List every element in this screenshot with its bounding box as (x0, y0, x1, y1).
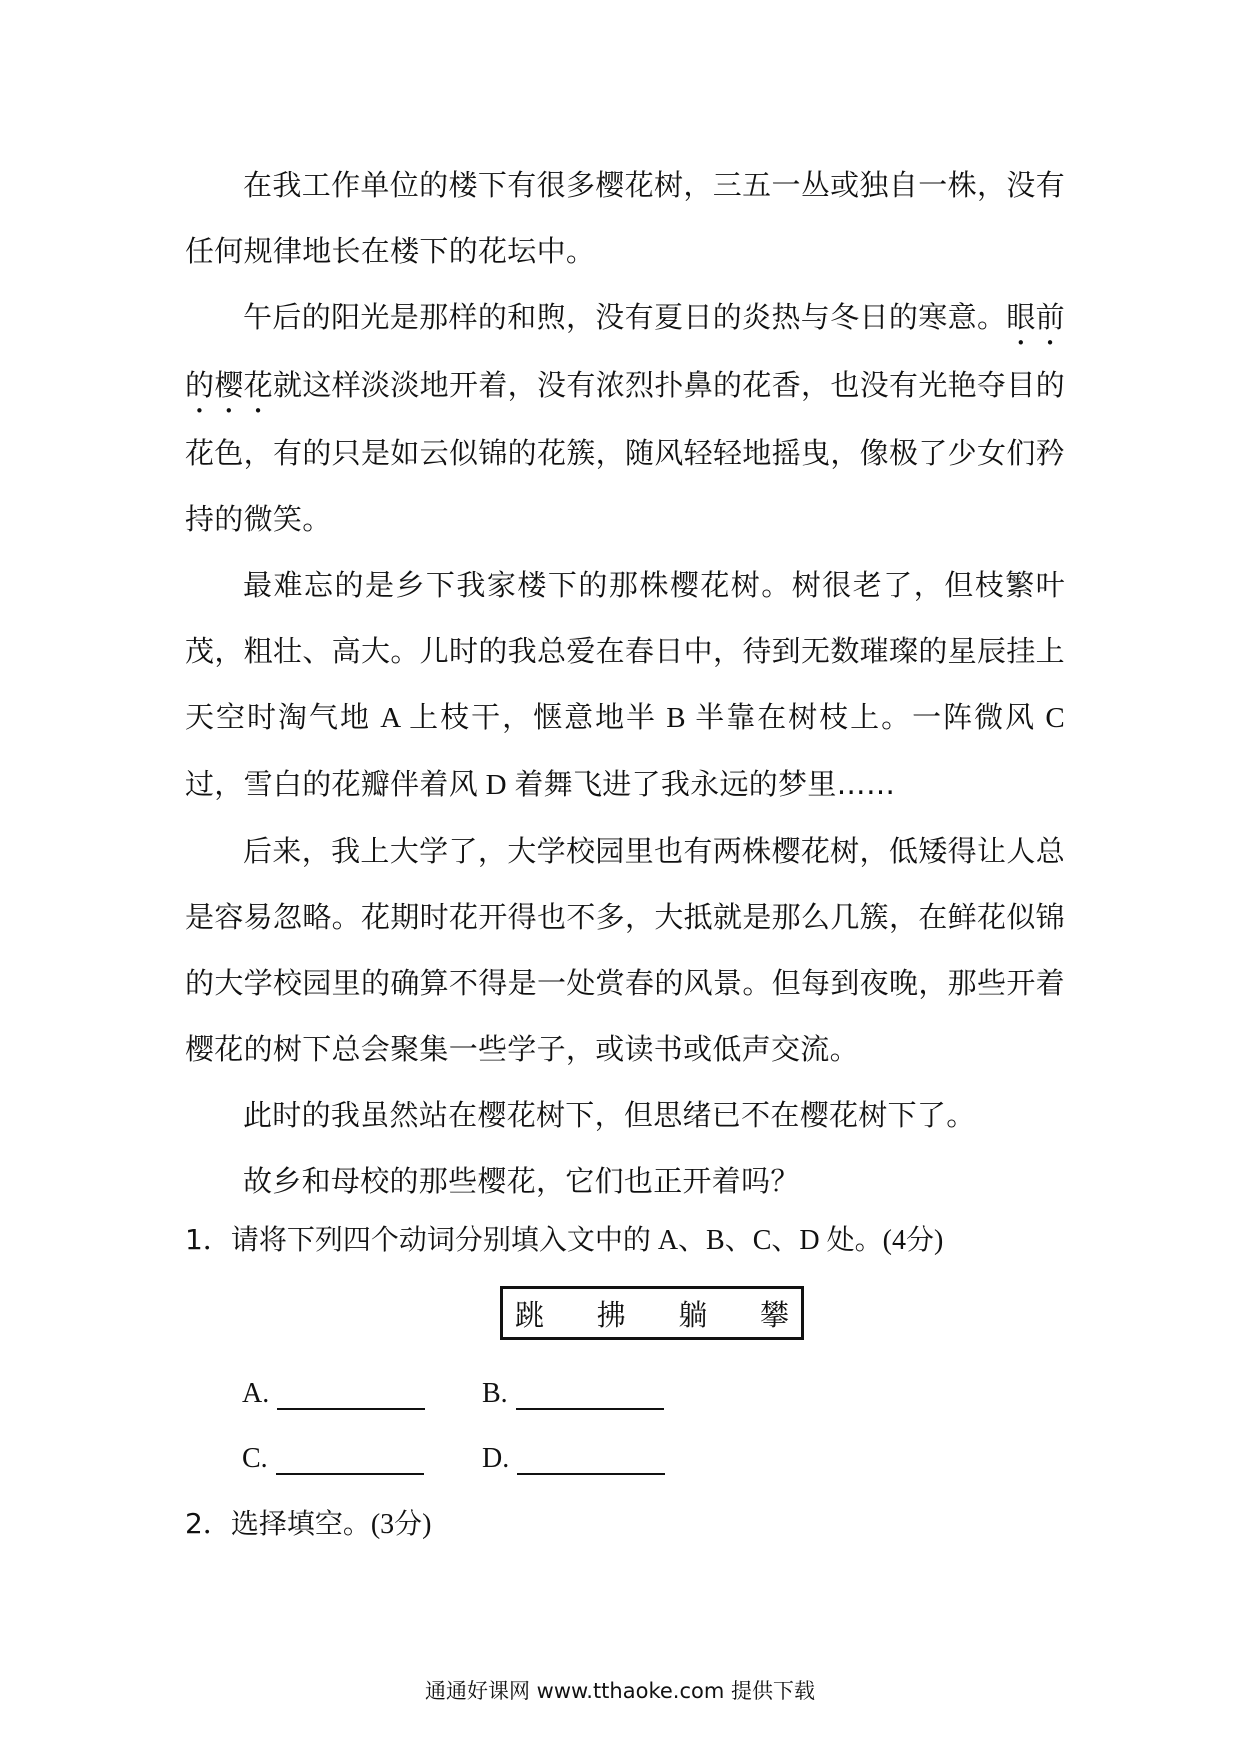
paragraph-5-text: 此时的我虽然站在樱花树下，但思绪已不在樱花树下了。 (243, 1098, 976, 1132)
blank-marker-a: A (370, 702, 410, 734)
answer-blank-a[interactable] (242, 1378, 425, 1410)
paragraph-3-text-5: 着舞飞进了我永远的梦里…… (514, 767, 896, 801)
paragraph-2-text-after: 就这样淡淡地开着，没有浓烈扑鼻的花香，也没有光艳夺目的花色，有的只是如云似锦的花簇，随风轻轻地摇曳，像极了少女们矜持的微笑。 (185, 368, 1065, 536)
blank-marker-b: B (657, 702, 696, 734)
paragraph-3 (185, 552, 1065, 818)
question-1 (185, 1218, 943, 1258)
paragraph-1-text: 在我工作单位的楼下有很多樱花树，三五一丛或独自一株，没有任何规律地长在楼下的花坛中。 (185, 168, 1065, 268)
answer-line-a[interactable] (277, 1378, 425, 1410)
question-1-number: 1． (185, 1223, 231, 1256)
answer-blank-c-label: C. (242, 1443, 268, 1474)
answer-line-c[interactable] (276, 1443, 424, 1475)
answer-line-d[interactable] (517, 1443, 665, 1475)
paragraph-1 (185, 152, 1065, 284)
paragraph-3-text-3: 半靠在树枝上。一阵微风 (695, 700, 1037, 734)
paragraph-3-text-4: 过，雪白的花瓣伴着风 (185, 767, 479, 801)
verb-option: 躺 (678, 1297, 708, 1332)
dotted-word-2: 的樱花 (185, 368, 274, 402)
paragraph-6-text: 故乡和母校的那些樱花，它们也正开着吗？ (243, 1164, 800, 1198)
paragraph-4-text: 后来，我上大学了，大学校园里也有两株樱花树，低矮得让人总是容易忽略。花期时花开得也不多，大抵就是那么几簇，在鲜花似锦的大学校园里的确算不得是一处赏春的风景。但每到夜晚，那些开着樱花的树下总会聚集一些学子，或读书或低声交流。 (185, 834, 1065, 1066)
question-2-text: 选择填空。(3分) (230, 1509, 432, 1540)
page-footer: 通通好课网 www.tthaoke.com 提供下载 (425, 1679, 815, 1703)
answer-blank-b[interactable] (482, 1378, 664, 1410)
question-2 (185, 1502, 431, 1542)
paragraph-2 (185, 284, 1065, 552)
paragraph-2-text-before: 午后的阳光是那样的和煦，没有夏日的炎热与冬日的寒意。 (243, 300, 1007, 334)
answer-blank-d[interactable] (482, 1443, 665, 1475)
blank-marker-d: D (478, 769, 515, 801)
paragraph-4 (185, 818, 1065, 1082)
paragraph-3-text-1: 最难忘的是乡下我家楼下的那株樱花树。树很老了，但枝繁叶茂，粗壮、高大。儿时的我总爱在春日中，待到无数璀璨的星辰挂上天空时淘气地 (185, 568, 1065, 734)
answer-blank-c[interactable] (242, 1443, 424, 1475)
verb-option: 攀 (759, 1297, 789, 1332)
verb-options-box (500, 1286, 804, 1340)
answer-blank-b-label: B. (482, 1378, 508, 1409)
answer-line-b[interactable] (516, 1378, 664, 1410)
verb-option: 拂 (596, 1297, 626, 1332)
question-2-number: 2． (185, 1507, 231, 1540)
dotted-word-1: 眼前 (1006, 300, 1065, 334)
reading-passage (185, 152, 1065, 1214)
paragraph-6 (185, 1148, 1065, 1214)
paragraph-3-text-2: 上枝干，惬意地半 (409, 700, 658, 734)
answer-blank-d-label: D. (482, 1443, 510, 1474)
blank-marker-c: C (1036, 702, 1066, 734)
answer-blank-a-label: A. (242, 1378, 270, 1409)
paragraph-5 (185, 1082, 1065, 1148)
question-1-text: 请将下列四个动词分别填入文中的 A、B、C、D 处。(4分) (230, 1225, 944, 1256)
verb-option: 跳 (515, 1297, 545, 1332)
